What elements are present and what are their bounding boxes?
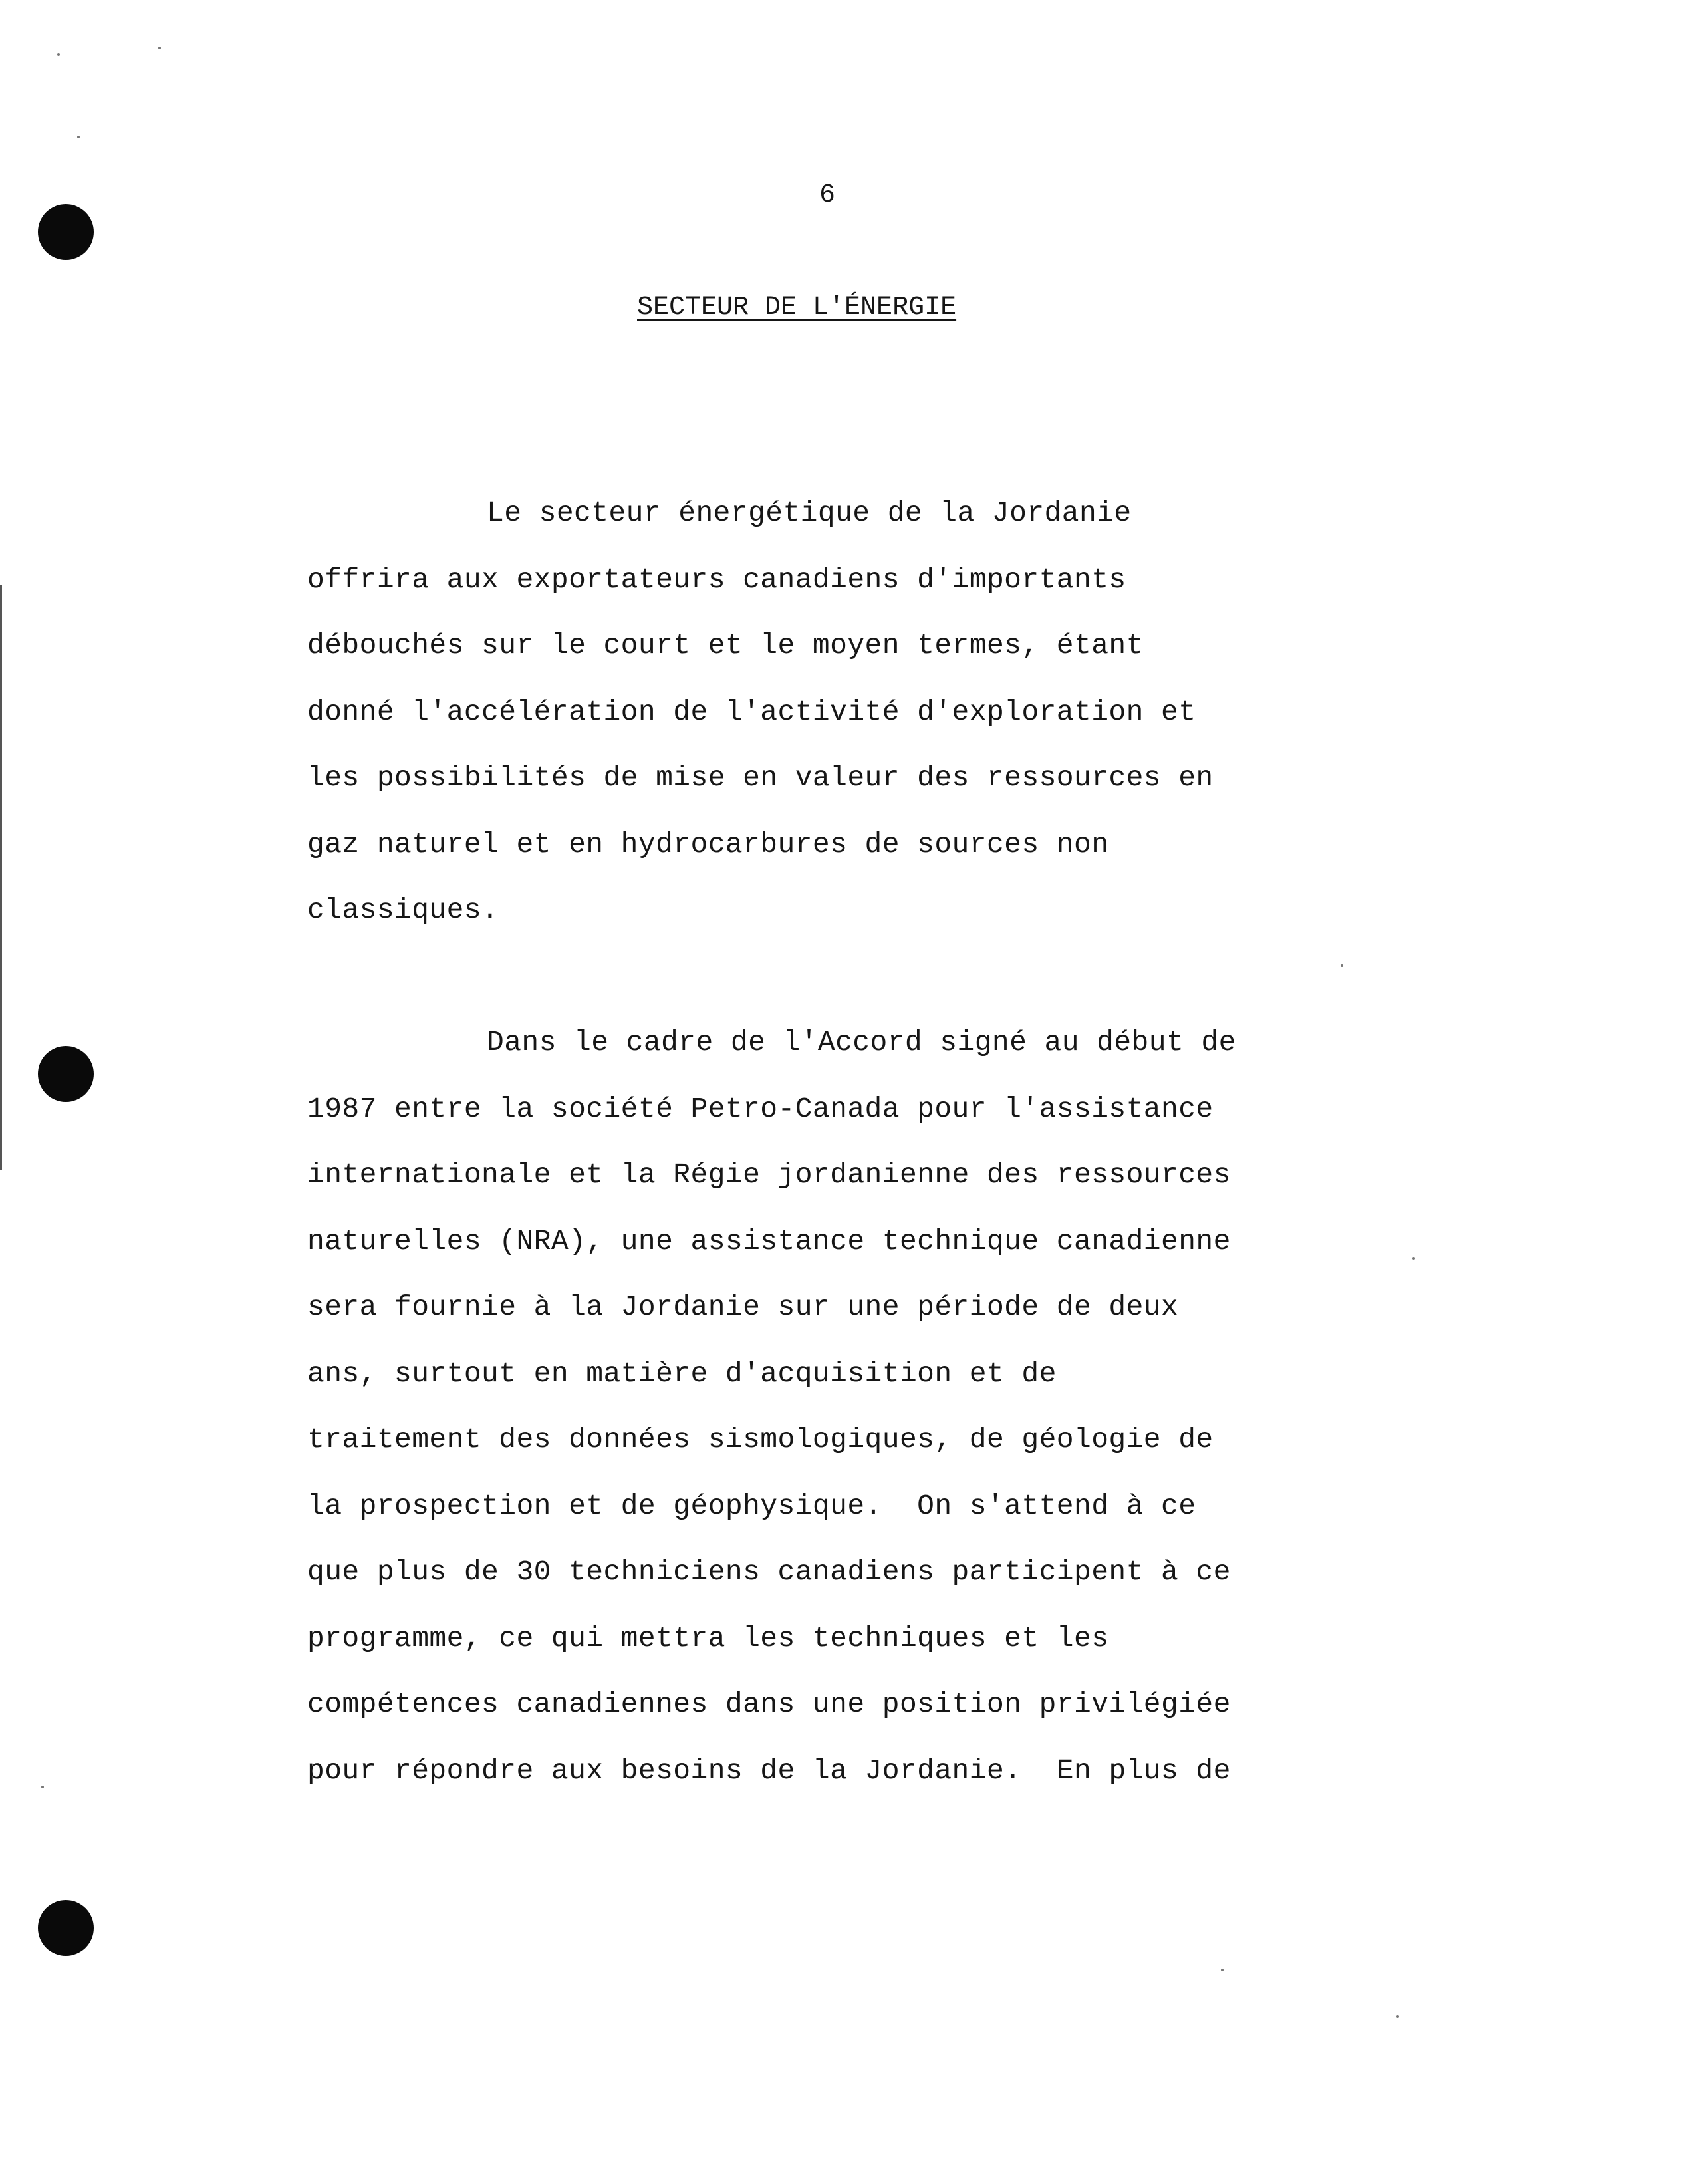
scan-speck — [1221, 1969, 1224, 1971]
page-number: 6 — [819, 180, 836, 210]
paragraph-line: que plus de 30 techniciens canadiens participent à ce — [307, 1556, 1231, 1588]
scan-speck — [77, 136, 80, 138]
paragraph-line: débouchés sur le court et le moyen termes, étant — [307, 629, 1144, 662]
paragraph-line: offrira aux exportateurs canadiens d'importants — [307, 563, 1126, 596]
paragraph-line: 1987 entre la société Petro-Canada pour l'assistance — [307, 1092, 1214, 1125]
paragraph-line: donné l'accélération de l'activité d'exploration et — [307, 695, 1196, 728]
scan-speck — [41, 1786, 44, 1788]
scan-speck — [1396, 2015, 1399, 2018]
paragraph-2 — [307, 1010, 1371, 1804]
paragraph-line: programme, ce qui mettra les techniques et les — [307, 1621, 1109, 1655]
paragraph-line: gaz naturel et en hydrocarbures de sources non — [307, 827, 1109, 861]
paragraph-line: la prospection et de géophysique. On s'attend à ce — [307, 1489, 1196, 1522]
page-edge-shadow — [0, 585, 2, 1170]
section-title: SECTEUR DE L'ÉNERGIE — [637, 293, 957, 323]
scan-speck — [1412, 1257, 1415, 1260]
scan-speck — [158, 47, 161, 49]
paragraph-line: Dans le cadre de l'Accord signé au début de — [487, 1026, 1236, 1059]
scan-speck — [1341, 964, 1343, 967]
paragraph-line: traitement des données sismologiques, de géologie de — [307, 1423, 1214, 1456]
paragraph-line: sera fournie à la Jordanie sur une période de deux — [307, 1291, 1179, 1323]
punch-hole-middle — [38, 1046, 94, 1102]
paragraph-line: classiques. — [307, 894, 499, 926]
paragraph-line: pour répondre aux besoins de la Jordanie. En plus de — [307, 1754, 1231, 1787]
punch-hole-bottom — [38, 1900, 94, 1956]
paragraph-line: compétences canadiennes dans une position privilégiée — [307, 1688, 1231, 1720]
paragraph-line: Le secteur énergétique de la Jordanie — [487, 497, 1132, 529]
paragraph-line: internationale et la Régie jordanienne des ressources — [307, 1159, 1231, 1191]
paragraph-line: les possibilités de mise en valeur des ressources en — [307, 761, 1214, 794]
paragraph-1 — [307, 480, 1371, 944]
punch-hole-top — [38, 204, 94, 260]
paragraph-line: ans, surtout en matière d'acquisition et de — [307, 1357, 1057, 1390]
scan-speck — [57, 53, 60, 56]
paragraph-line: naturelles (NRA), une assistance technique canadienne — [307, 1224, 1231, 1258]
